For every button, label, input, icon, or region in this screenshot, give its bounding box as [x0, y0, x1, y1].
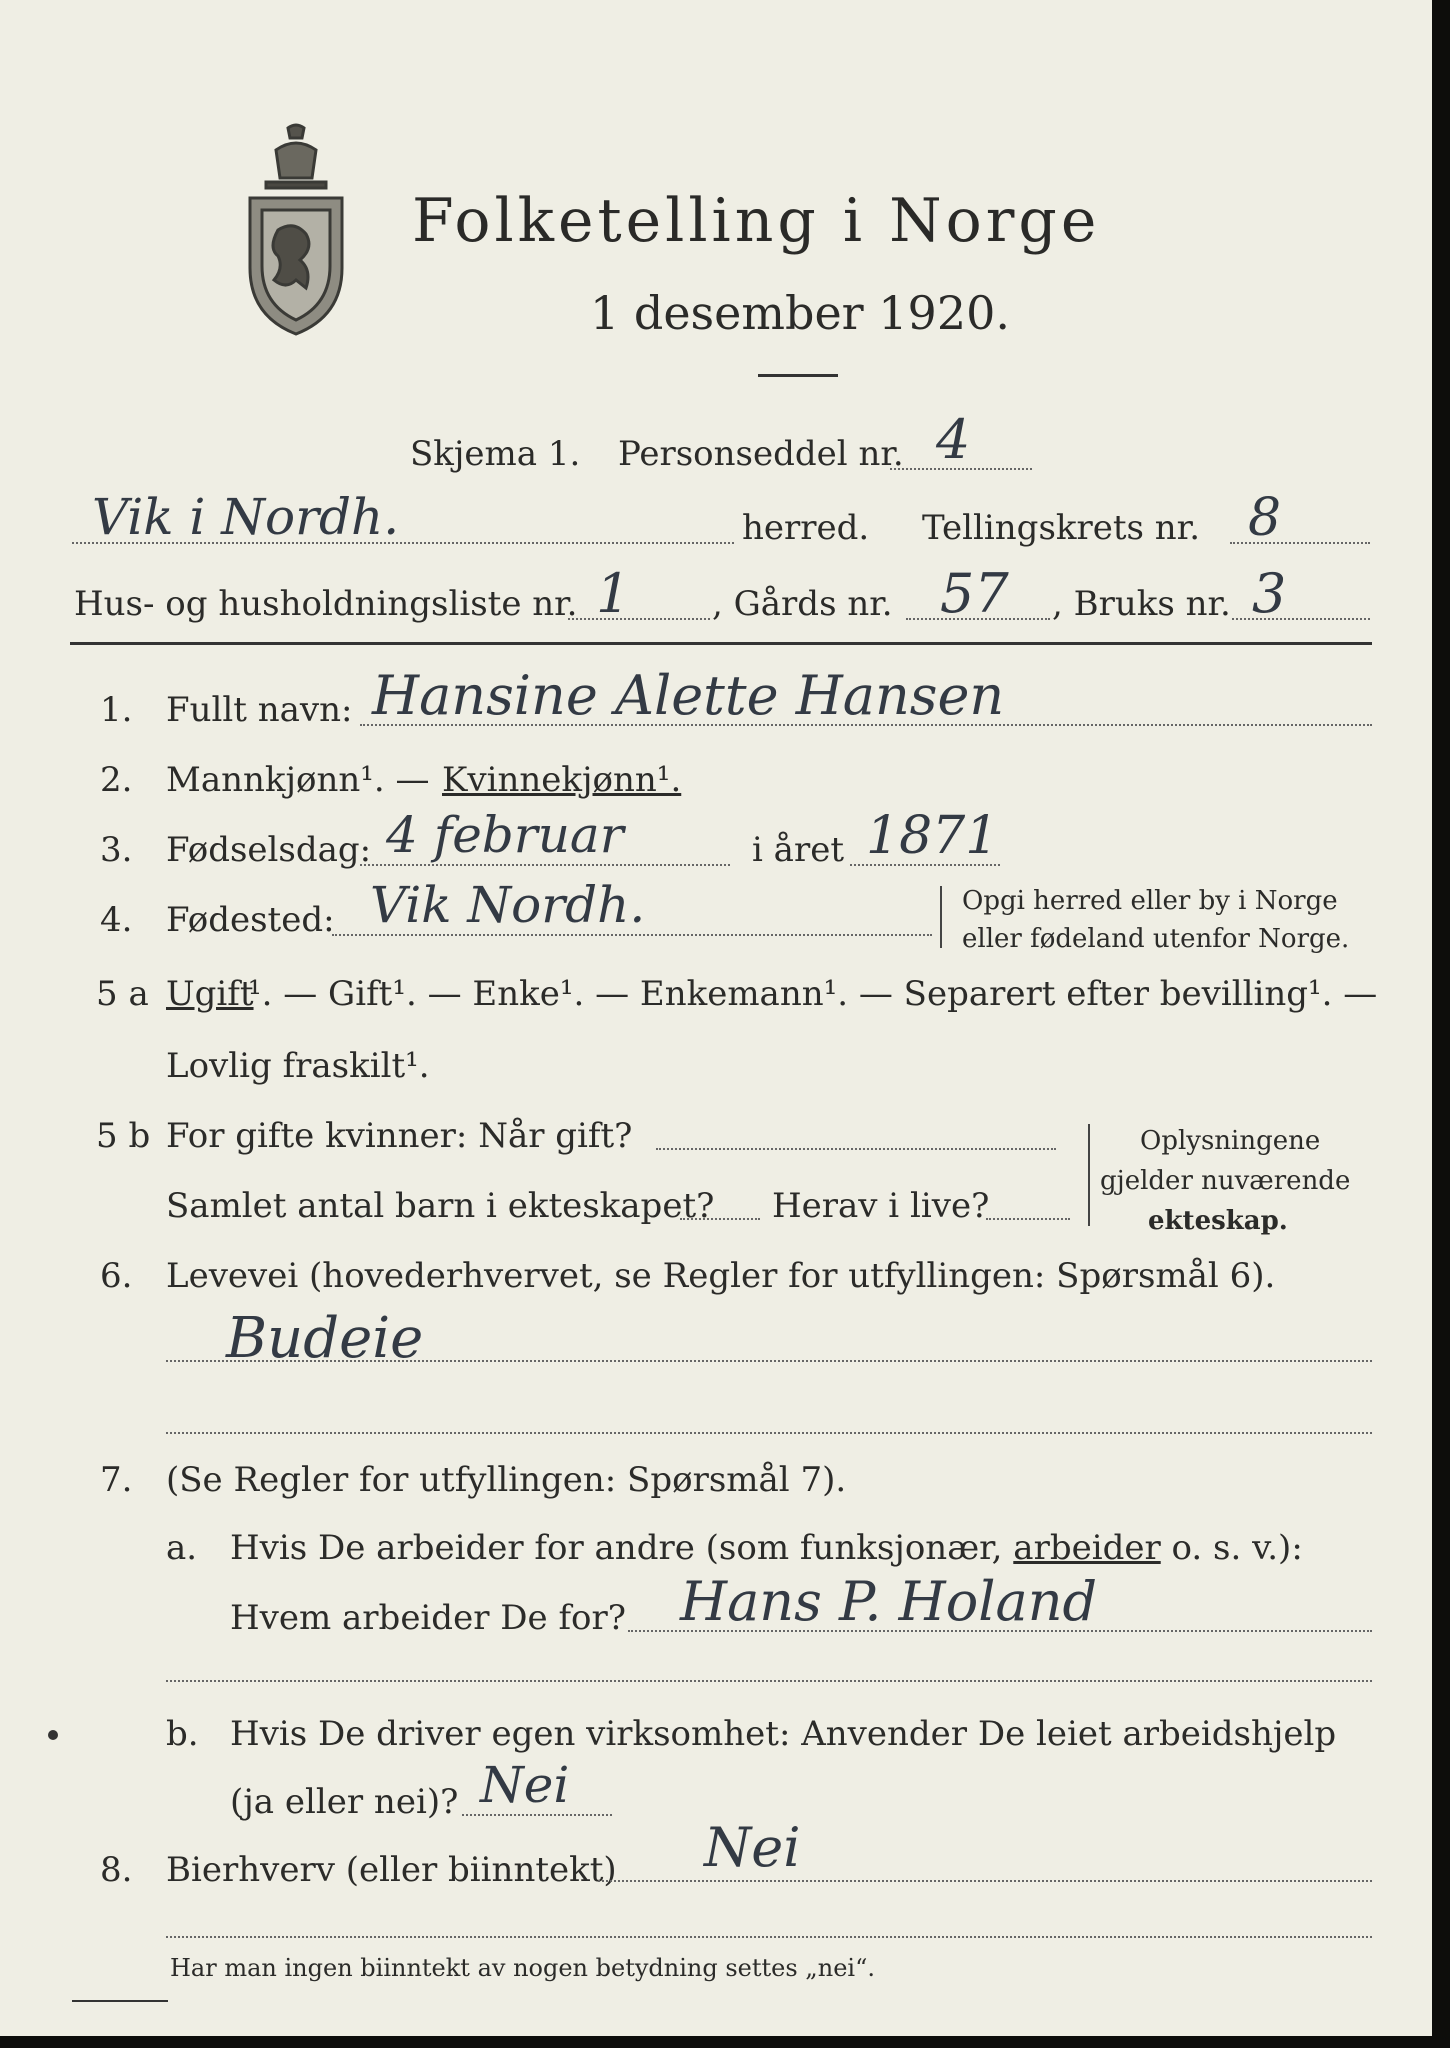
- q4-label: Fødested:: [166, 900, 335, 940]
- personseddel-value: 4: [936, 408, 971, 471]
- fodested-value: Vik Nordh.: [370, 876, 646, 934]
- q5b-note-line3: ekteskap.: [1148, 1206, 1288, 1236]
- levevei-value: Budeie: [226, 1306, 424, 1371]
- sivilstand-options[interactable]: ¹. — Gift¹. — Enke¹. — Enkemann¹. — Separert efter bevilling¹. —: [248, 974, 1378, 1014]
- q7a-line1-start: Hvis De arbeider for andre (som funksjonær,: [230, 1528, 1014, 1568]
- fodselsdag-value: 4 februar: [386, 806, 624, 864]
- q8-extra-line[interactable]: [166, 1936, 1372, 1938]
- gards-value: 57: [940, 562, 1009, 625]
- header-divider: [70, 642, 1372, 645]
- q4-note-line2: eller fødeland utenfor Norge.: [962, 924, 1350, 954]
- q4-number: 4.: [100, 900, 133, 940]
- q8-number: 8.: [100, 1850, 133, 1890]
- footnote-rule: [72, 2000, 168, 2002]
- herred-label: herred.: [742, 508, 870, 548]
- q3-year-label: i året: [752, 830, 844, 870]
- q5a-number: 5 a: [96, 974, 149, 1014]
- footer-note: Har man ingen biinntekt av nogen betydning settes „nei“.: [170, 1954, 875, 1982]
- coat-of-arms-logo: [236, 120, 356, 340]
- q6-number: 6.: [100, 1256, 133, 1296]
- tellingskrets-label: Tellingskrets nr.: [922, 508, 1201, 548]
- bierhverv-value: Nei: [704, 1816, 801, 1879]
- mannkjonn-option[interactable]: Mannkjønn¹. —: [166, 760, 430, 800]
- herav-i-live-field[interactable]: [986, 1218, 1070, 1220]
- q6-label: Levevei (hovederhvervet, se Regler for utfyllingen: Spørsmål 6).: [166, 1256, 1276, 1296]
- bierhverv-field[interactable]: [598, 1880, 1372, 1882]
- personseddel-label: Personseddel nr.: [618, 434, 904, 474]
- q7-number: 7.: [100, 1460, 133, 1500]
- q7a-line2: Hvem arbeider De for?: [230, 1598, 626, 1638]
- q7b-line2: (ja eller nei)?: [230, 1782, 459, 1822]
- q7b-letter: b.: [166, 1714, 199, 1754]
- levevei-field-line1[interactable]: [166, 1360, 1372, 1362]
- q7a-line1: [230, 1528, 1303, 1568]
- q2-number: 2.: [100, 760, 133, 800]
- q3-label: Fødselsdag:: [166, 830, 372, 870]
- q5b-number: 5 b: [96, 1116, 151, 1156]
- q7a-line1-end: o. s. v.):: [1160, 1528, 1303, 1568]
- fodselsar-value: 1871: [866, 806, 999, 866]
- hus-label: Hus- og husholdningsliste nr.: [74, 584, 578, 624]
- form-title: Folketelling i Norge: [412, 186, 1101, 256]
- q7-label: (Se Regler for utfyllingen: Spørsmål 7).: [166, 1460, 847, 1500]
- q5b-line1: For gifte kvinner: Når gift?: [166, 1116, 633, 1156]
- arbeider-option[interactable]: arbeider: [1013, 1528, 1161, 1568]
- q3-number: 3.: [100, 830, 133, 870]
- fodested-field[interactable]: [332, 934, 932, 936]
- gards-label: , Gårds nr.: [712, 584, 893, 624]
- bruks-label: , Bruks nr.: [1052, 584, 1231, 624]
- title-divider: [758, 374, 838, 377]
- q5b-note-line2: gjelder nuværende: [1100, 1166, 1351, 1196]
- q4-brace: [940, 886, 948, 948]
- herred-value: Vik i Nordh.: [92, 488, 400, 546]
- kvinnekjonn-option[interactable]: Kvinnekjønn¹.: [442, 760, 682, 800]
- q4-note-line1: Opgi herred eller by i Norge: [962, 886, 1338, 916]
- nar-gift-field[interactable]: [656, 1148, 1056, 1150]
- arbeidshjelp-value: Nei: [480, 1756, 570, 1814]
- hus-field[interactable]: [568, 618, 710, 620]
- ugift-option[interactable]: Ugift: [166, 974, 254, 1014]
- q7b-line1: Hvis De driver egen virksomhet: Anvender De leiet arbeidshjelp: [230, 1714, 1337, 1754]
- lovlig-fraskilt-option[interactable]: Lovlig fraskilt¹.: [166, 1046, 430, 1086]
- antal-barn-field[interactable]: [680, 1218, 760, 1220]
- bullet-mark: [48, 1730, 58, 1740]
- fodselsdag-field[interactable]: [360, 864, 730, 866]
- fullt-navn-value: Hansine Alette Hansen: [372, 664, 1005, 727]
- q5b-herav-label: Herav i live?: [772, 1186, 990, 1226]
- q5b-brace: [1088, 1124, 1096, 1226]
- q5b-barn-label: Samlet antal barn i ekteskapet?: [166, 1186, 715, 1226]
- skjema-label: Skjema 1.: [410, 434, 581, 474]
- q8-label: Bierhverv (eller biinntekt): [166, 1850, 617, 1890]
- hus-value: 1: [596, 562, 631, 625]
- q7a-extra-line[interactable]: [166, 1680, 1372, 1682]
- arbeidsgiver-value: Hans P. Holand: [680, 1570, 1098, 1633]
- q1-number: 1.: [100, 690, 133, 730]
- q5b-note-line1: Oplysningene: [1140, 1126, 1321, 1156]
- bruks-value: 3: [1252, 562, 1287, 625]
- tellingskrets-value: 8: [1248, 488, 1282, 548]
- arbeidshjelp-field[interactable]: [462, 1814, 612, 1816]
- q1-label: Fullt navn:: [166, 690, 353, 730]
- census-date: 1 desember 1920.: [590, 286, 1010, 340]
- levevei-field-line2[interactable]: [166, 1432, 1372, 1434]
- q7a-letter: a.: [166, 1528, 198, 1568]
